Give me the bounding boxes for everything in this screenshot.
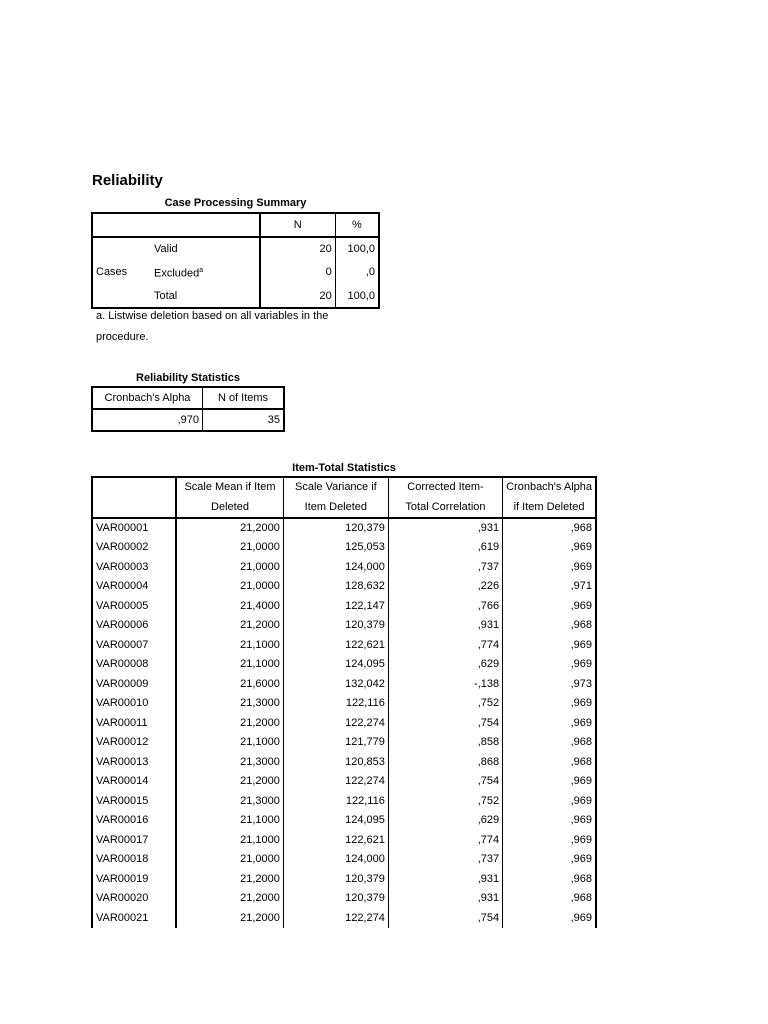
table-cell: 21,2000 [176, 889, 283, 909]
table-cell: ,969 [570, 833, 592, 846]
header-cell-empty [92, 498, 176, 518]
table-row [92, 733, 596, 753]
row-label: VAR00019 [92, 870, 176, 890]
table-cell: ,969 [570, 814, 592, 826]
table-cell: 120,379 [283, 518, 388, 539]
header-cell-items: N of Items [203, 387, 285, 409]
table-cell: ,868 [388, 753, 502, 773]
table-row [92, 909, 596, 929]
header-cell-alpha: Cronbach's Alpha [92, 387, 203, 409]
row-label: VAR00007 [92, 636, 176, 656]
table-cell: 122,274 [283, 909, 388, 929]
table-cell: ,968 [570, 872, 592, 885]
row-label: VAR00013 [92, 753, 176, 773]
table-cell: 21,6000 [176, 675, 283, 695]
cell-n: 0 [260, 260, 336, 285]
table-cell: 122,274 [283, 772, 388, 792]
table-cell: ,968 [570, 736, 592, 748]
table-row [92, 675, 596, 695]
table-cell: 122,116 [283, 694, 388, 714]
table-row [92, 538, 596, 558]
table-cell: ,969 [570, 658, 592, 670]
footnote-line: procedure. [96, 331, 149, 343]
table-cell: 21,1000 [176, 831, 283, 851]
item-total-title: Item-Total Statistics [292, 462, 396, 474]
table-cell: 21,1000 [176, 733, 283, 753]
table-cell: 120,379 [283, 889, 388, 909]
row-label: VAR00002 [92, 538, 176, 558]
table-cell: 21,1000 [176, 811, 283, 831]
row-label: VAR00012 [92, 733, 176, 753]
header-cell-empty [92, 213, 260, 237]
table-cell: ,968 [570, 755, 592, 768]
table-cell: ,226 [388, 577, 502, 597]
header-cell-empty [92, 477, 176, 498]
table-cell: ,931 [388, 889, 502, 909]
cell-items: 35 [267, 414, 280, 426]
table-row [92, 597, 596, 617]
table-cell: ,754 [388, 772, 502, 792]
header-cell: Corrected Item- [388, 477, 502, 498]
row-group-label: Cases [96, 266, 128, 279]
table-row [92, 792, 596, 812]
table-row [92, 850, 596, 870]
header-cell: Scale Mean if Item [176, 477, 283, 498]
row-label: VAR00017 [92, 831, 176, 851]
table-cell: ,752 [388, 694, 502, 714]
row-label: VAR00009 [92, 675, 176, 695]
table-cell: 21,3000 [176, 792, 283, 812]
table-row [92, 409, 284, 431]
table-cell: 120,379 [283, 870, 388, 890]
table-row [92, 577, 596, 597]
table-cell: ,969 [570, 697, 592, 709]
table-cell: ,754 [388, 714, 502, 734]
row-label: VAR00018 [92, 850, 176, 870]
row-label: VAR00005 [92, 597, 176, 617]
table-row [92, 694, 596, 714]
table-cell: ,968 [570, 521, 592, 534]
table-cell: 122,116 [283, 792, 388, 812]
table-cell: 120,379 [283, 616, 388, 636]
table-cell: ,931 [388, 518, 502, 539]
table-cell: 21,2000 [176, 518, 283, 539]
table-cell: ,752 [388, 792, 502, 812]
table-cell: 21,1000 [176, 655, 283, 675]
table-cell: ,629 [388, 655, 502, 675]
table-cell: 120,853 [283, 753, 388, 773]
table-cell: 21,1000 [176, 636, 283, 656]
table-row [92, 811, 596, 831]
table-cell: ,858 [388, 733, 502, 753]
row-label: Total [151, 285, 260, 308]
table-cell: ,969 [570, 638, 592, 651]
case-processing-table [91, 212, 380, 309]
table-cell: ,973 [570, 677, 592, 690]
table-cell: ,737 [388, 558, 502, 578]
cell-alpha: ,970 [92, 409, 203, 431]
table-cell: ,969 [570, 541, 592, 553]
cell-pct: 100,0 [347, 243, 375, 255]
row-label: VAR00021 [92, 909, 176, 929]
header-cell-pct: % [335, 213, 379, 237]
row-label-text: Excluded [154, 267, 200, 280]
row-label: VAR00001 [92, 518, 176, 539]
table-cell: ,766 [388, 597, 502, 617]
table-cell: ,968 [570, 892, 592, 904]
table-cell: 124,000 [283, 558, 388, 578]
table-row [92, 831, 596, 851]
table-cell: 124,095 [283, 655, 388, 675]
cell-pct: 100,0 [347, 289, 375, 302]
table-cell: ,754 [388, 909, 502, 929]
table-cell: 21,2000 [176, 870, 283, 890]
table-row [92, 753, 596, 773]
table-cell: 121,779 [283, 733, 388, 753]
table-row [92, 870, 596, 890]
row-label [151, 260, 260, 285]
table-cell: 124,000 [283, 850, 388, 870]
table-cell: 125,053 [283, 538, 388, 558]
row-label: VAR00014 [92, 772, 176, 792]
table-cell: -,138 [388, 675, 502, 695]
table-cell: 128,632 [283, 577, 388, 597]
table-row [92, 636, 596, 656]
table-cell: ,774 [388, 636, 502, 656]
table-cell: ,737 [388, 850, 502, 870]
table-row [92, 772, 596, 792]
table-cell: 21,2000 [176, 772, 283, 792]
header-cell: if Item Deleted [503, 498, 596, 518]
row-label: VAR00010 [92, 694, 176, 714]
case-processing-title: Case Processing Summary [164, 197, 307, 209]
table-cell: 21,0000 [176, 577, 283, 597]
table-cell: 21,4000 [176, 597, 283, 617]
footnote [96, 306, 396, 348]
table-cell: ,774 [388, 831, 502, 851]
table-cell: ,969 [570, 794, 592, 807]
table-row [92, 558, 596, 578]
table-cell: 21,2000 [176, 616, 283, 636]
row-label: VAR00011 [92, 714, 176, 734]
table-cell: ,969 [570, 560, 592, 573]
table-row [92, 616, 596, 636]
row-label: VAR00003 [92, 558, 176, 578]
table-cell: 21,3000 [176, 753, 283, 773]
table-cell: ,629 [388, 811, 502, 831]
table-row [92, 714, 596, 734]
table-cell: 21,2000 [176, 909, 283, 929]
row-label: VAR00006 [92, 616, 176, 636]
table-cell: 122,621 [283, 636, 388, 656]
table-row [92, 518, 596, 539]
table-cell: 132,042 [283, 675, 388, 695]
header-cell: Scale Variance if [283, 477, 388, 498]
table-cell: ,969 [570, 599, 592, 612]
row-label: VAR00004 [92, 577, 176, 597]
table-row [92, 889, 596, 909]
table-cell: 21,2000 [176, 714, 283, 734]
header-cell: Cronbach's Alpha [506, 481, 592, 493]
table-cell: ,969 [570, 716, 592, 729]
table-cell: 21,0000 [176, 850, 283, 870]
table-cell: 21,0000 [176, 558, 283, 578]
row-label: VAR00015 [92, 792, 176, 812]
header-cell: Total Correlation [388, 498, 502, 518]
table-cell: 122,147 [283, 597, 388, 617]
row-label: VAR00020 [92, 889, 176, 909]
header-cell: Item Deleted [283, 498, 388, 518]
cell-n: 20 [260, 285, 336, 308]
table-cell: 124,095 [283, 811, 388, 831]
header-cell-n: N [260, 213, 336, 237]
page-title: Reliability [92, 172, 163, 189]
table-cell: 122,621 [283, 831, 388, 851]
header-row [92, 477, 596, 498]
footnote-marker: a [199, 267, 204, 274]
row-label: Valid [151, 237, 260, 260]
table-row [92, 655, 596, 675]
cell-pct: ,0 [365, 266, 375, 279]
table-cell: ,968 [570, 619, 592, 631]
table-cell: ,931 [388, 870, 502, 890]
table-cell: ,619 [388, 538, 502, 558]
reliability-statistics-title: Reliability Statistics [136, 372, 240, 384]
cell-n: 20 [260, 237, 336, 260]
row-label: VAR00016 [92, 811, 176, 831]
table-cell: ,969 [570, 853, 592, 865]
table-row [92, 237, 379, 260]
table-cell: ,969 [570, 911, 592, 924]
table-cell: ,971 [570, 580, 592, 592]
table-cell: 122,274 [283, 714, 388, 734]
item-total-table [91, 476, 597, 928]
footnote-line: a. Listwise deletion based on all variables in the [96, 310, 329, 322]
row-label: VAR00008 [92, 655, 176, 675]
table-cell: ,931 [388, 616, 502, 636]
table-cell: 21,3000 [176, 694, 283, 714]
table-cell: 21,0000 [176, 538, 283, 558]
header-cell: Deleted [176, 498, 283, 518]
header-row [92, 498, 596, 518]
reliability-statistics-table [91, 386, 285, 432]
table-cell: ,969 [570, 775, 592, 787]
